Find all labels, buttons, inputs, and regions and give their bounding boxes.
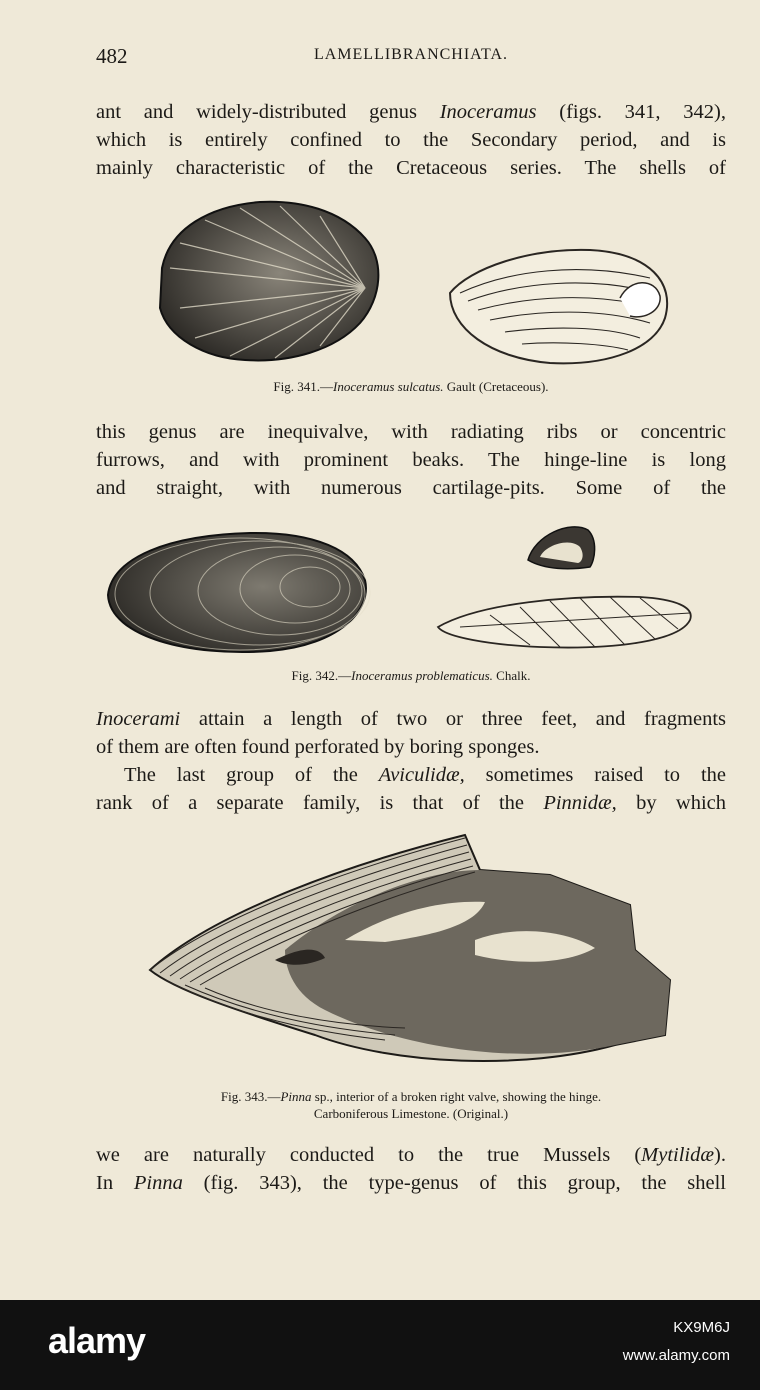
paragraph-4 (96, 761, 726, 817)
watermark-footer (0, 1300, 760, 1390)
text-line: we are naturally conducted to the true Mussels (Mytilidæ). (96, 1144, 726, 1166)
text-line: furrows, and with prominent beaks. The hinge-line is long (96, 449, 726, 471)
text-line: which is entirely confined to the Secondary period, and is (96, 129, 726, 151)
text-line: Inocerami attain a length of two or three feet, and fragments (96, 708, 726, 730)
fig-342-caption: Fig. 342.—Inoceramus problematicus. Chalk. (291, 668, 531, 683)
fig-343-illustration (145, 830, 680, 1080)
image-reference (623, 1314, 730, 1370)
text-line: rank of a separate family, is that of the Pinnidæ, by which (96, 792, 726, 814)
text-line: this genus are inequivalve, with radiating ribs or concentric (96, 421, 726, 443)
page-number: 482 (96, 44, 128, 68)
paragraph-5 (96, 1141, 726, 1197)
paragraph-3 (96, 705, 726, 761)
paragraph-2 (96, 418, 726, 502)
text-line: and straight, with numerous cartilage-pits. Some of the (96, 477, 726, 499)
image-code: KX9M6J (673, 1319, 730, 1336)
page-header (96, 44, 726, 74)
fig-343-caption-line2: Carboniferous Limestone. (Original.) (313, 1106, 509, 1121)
paragraph-1 (96, 98, 726, 182)
fig-341-caption: Fig. 341.—Inoceramus sulcatus. Gault (Cretaceous). (273, 379, 549, 394)
alamy-logo: alamy (48, 1320, 146, 1361)
running-title: LAMELLIBRANCHIATA. (313, 46, 509, 63)
text-line: ant and widely-distributed genus Inoceramus (figs. 341, 342), (96, 101, 726, 123)
site-url: www.alamy.com (622, 1347, 730, 1364)
text-line: mainly characteristic of the Cretaceous series. The shells of (96, 157, 726, 179)
text-line: In Pinna (fig. 343), the type-genus of this group, the shell (96, 1172, 726, 1194)
text-line: The last group of the Aviculidæ, sometimes raised to the (124, 764, 727, 786)
fig-342-illustration (100, 515, 700, 663)
fig-341-illustration (150, 198, 690, 370)
text-line: of them are often found perforated by boring sponges. (96, 736, 540, 758)
fig-343-caption: Fig. 343.—Pinna sp., interior of a broken right valve, showing the hinge. Carboniferous Limestone. (Original.) (220, 1089, 602, 1121)
